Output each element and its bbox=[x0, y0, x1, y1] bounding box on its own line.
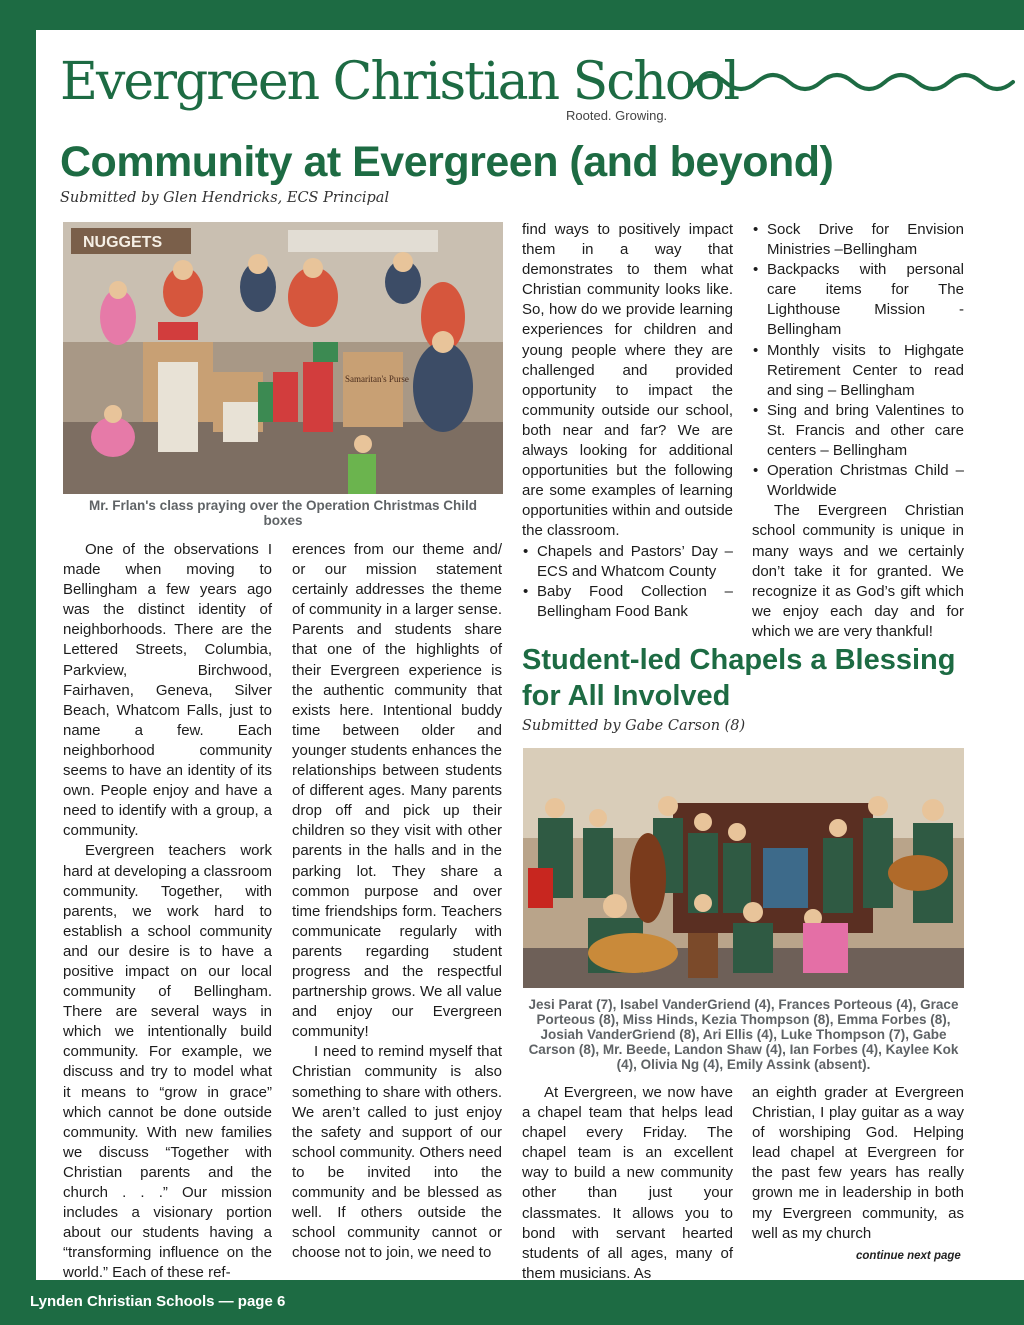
list-item: • Monthly visits to Highgate Retirement Center to read and sing – Bellingham bbox=[752, 341, 964, 401]
paragraph: I need to remind myself that Christian community is also something to share with others. We aren’t called to just enjoy the safety and support of our school community. Others need to be invited into the community and be blessed as well. If others outside the school community cannot or choose not to join, we need to bbox=[292, 1043, 502, 1262]
footer-text: Lynden Christian Schools — page 6 bbox=[30, 1293, 286, 1310]
photo-caption: Jesi Parat (7), Isabel VanderGriend (4), Frances Porteous (4), Grace Porteous (8), Miss Hinds, Kezia Thompson (8), Emma Forbes (8), Josiah VanderGriend (8), Ari Ellis (4), Luke Thompson (7), Gabe Carson (8), Mr. Beede, Landon Shaw (4), Ian Forbes (4), Kaylee Kok (4), Olivia Ng (4), Emily Assink (absent). bbox=[528, 997, 959, 1072]
newsletter-page bbox=[36, 30, 1024, 1280]
chapel-team-photo bbox=[523, 748, 964, 988]
box-label: Samaritan's Purse bbox=[345, 374, 409, 384]
article-column-1 bbox=[63, 540, 272, 1283]
paragraph: Evergreen teachers work hard at developing a classroom community. Together, with parents, we work hard to establish a school community and our desire is to have a positive impact on our local community of Bellingham. There are several ways in which we intentionally build community. For example, we discuss and try to model what it means to “grow in grace” which cannot be done outside community. With new families we discuss “Together with Christian parents and the church . . .” Our mission includes a visionary portion about our students having a “transforming influence on the world.” Each of these ref- bbox=[63, 842, 272, 1282]
page-footer bbox=[0, 1280, 1024, 1325]
opportunities-list bbox=[752, 220, 964, 501]
paragraph: find ways to positively impact them in a way that demonstrates to them what Christian community looks like. So, how do we provide learning experiences for children and young people where they are challenged and provided opportunity to impact the community outside our school, both near and far? We are always looking for additional opportunities but the following are some examples of learning opportunities within and outside the classroom. bbox=[522, 221, 733, 540]
article2-column-1 bbox=[522, 1083, 733, 1284]
list-item: • Chapels and Pastors’ Day – ECS and Whatcom County bbox=[522, 542, 733, 582]
paragraph: an eighth grader at Evergreen Christian, I play guitar as a way of worshiping God. Helping lead chapel at Evergreen for the past few years has really grown me in leadership in both my Evergreen community, as well as my church bbox=[752, 1084, 964, 1242]
list-item: • Operation Christmas Child – Worldwide bbox=[752, 461, 964, 501]
continue-next-page-link[interactable]: continue next page bbox=[856, 1250, 961, 1262]
class-photo bbox=[63, 222, 503, 494]
list-item: • Baby Food Collection – Bellingham Food Bank bbox=[522, 582, 733, 622]
article-headline: Student-led Chapels a Blessing for All Involved bbox=[522, 644, 956, 712]
article-headline: Community at Evergreen (and beyond) bbox=[60, 138, 834, 186]
opportunities-list bbox=[522, 542, 733, 622]
list-item: • Sing and bring Valentines to St. Francis and other care centers – Bellingham bbox=[752, 401, 964, 461]
paragraph: erences from our theme and/ or our mission statement certainly addresses the theme of community in a larger sense. Parents and students share that one of the highlights of their Evergreen experience is the authentic community that exists here. Intentional buddy time between older and younger students enhances the relationships between students of different ages. Many parents drop off and pick up their children so they visit with other parents in the halls and in the parking lot. They share a common purpose and over time friendships form. Teachers communicate regularly with parents regarding student progress and the respectful partnership grows. We all value and enjoy our Evergreen community! bbox=[292, 541, 502, 1041]
article-column-4 bbox=[752, 220, 964, 642]
article-byline: Submitted by Gabe Carson (8) bbox=[522, 718, 746, 734]
list-item: • Sock Drive for Envision Ministries –Bellingham bbox=[752, 220, 964, 260]
paragraph: The Evergreen Christian school community is unique in many ways and we certainly don’t take it for granted. We recognize it as God’s gift which we enjoy each day and for which we are very thankful! bbox=[752, 502, 964, 640]
photo-caption: Mr. Frlan's class praying over the Operation Christmas Child boxes bbox=[88, 498, 478, 528]
tagline: Rooted. Growing. bbox=[566, 108, 668, 123]
paragraph: At Evergreen, we now have a chapel team that helps lead chapel every Friday. The chapel team is an excellent way to build a new community other than just your classmates. It allows you to bond with servant hearted students of all ages, many of them musicians. As bbox=[522, 1084, 733, 1282]
wave-ornament bbox=[691, 62, 1024, 102]
article-byline: Submitted by Glen Hendricks, ECS Principal bbox=[60, 190, 390, 206]
article-column-3 bbox=[522, 220, 733, 622]
list-item: • Backpacks with personal care items for The Lighthouse Mission - Bellingham bbox=[752, 260, 964, 340]
chapel-team-illustration bbox=[523, 748, 964, 988]
school-name: Evergreen Christian School bbox=[60, 52, 739, 112]
article-column-2 bbox=[292, 540, 502, 1263]
class-photo-illustration bbox=[63, 222, 503, 494]
sign-text: NUGGETS bbox=[83, 234, 163, 251]
paragraph: One of the observations I made when moving to Bellingham a few years ago was the distinct identity of neighborhoods. There are the Lettered Streets, Columbia, Parkview, Birchwood, Fairhaven, Geneva, Silver Beach, Whatcom Falls, just to name a few. Each neighborhood community seems to have an identity of its own. People enjoy and have a need to identify with a group, a community. bbox=[63, 541, 272, 840]
article2-column-2 bbox=[752, 1083, 964, 1244]
